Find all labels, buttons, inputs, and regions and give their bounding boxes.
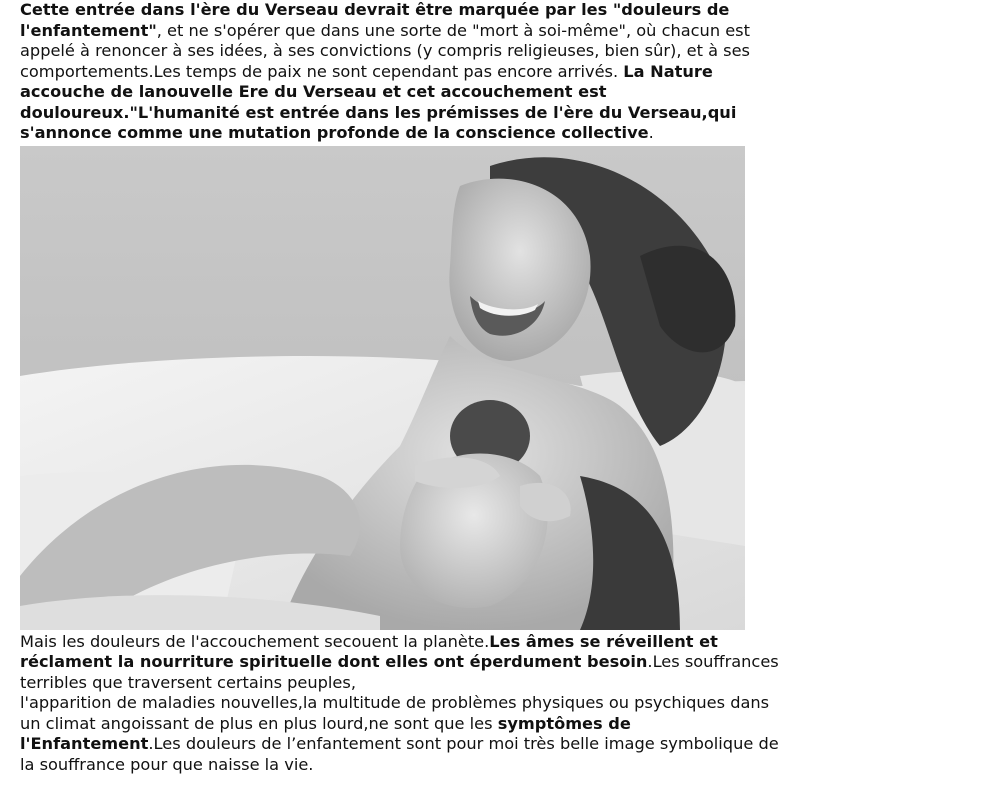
intro-bold-1: Cette entrée dans l'ère du Verseau devrait être marquée par les "douleurs de l'enfantement" <box>20 0 730 40</box>
closing-text-4: .Les douleurs de l’enfantement sont pour moi très belle image symbolique de la souffrance pour que naisse la vie. <box>20 734 779 774</box>
closing-text-3: l'apparition de maladies nouvelles,la multitude de problèmes physiques ou psychiques dans un climat angoissant de plus en plus lourd,ne sont que les <box>20 693 770 733</box>
article-body <box>20 0 790 775</box>
intro-bold-2: La Nature accouche de lanouvelle Ere du Verseau et cet accouchement est douloureux."L'humanité est entrée dans les prémisses de l'ère du Verseau,qui s'annonce comme une mutation profonde de la conscience collective <box>20 61 737 142</box>
intro-text-1: , et ne s'opérer que dans une sorte de "mort à soi-même", où chacun est appelé à renoncer à ses idées, à ses convictions (y compris religieuses, bien sûr), et à ses comportements.Les temps de paix ne sont cependant pas encore arrivés. <box>20 20 750 81</box>
closing-text-2: .Les souffrances terribles que traversent certains peuples, <box>20 652 779 692</box>
mother-newborn-photo <box>20 146 745 630</box>
closing-text-1: Mais les douleurs de l'accouchement secouent la planète. <box>20 631 490 651</box>
intro-paragraph <box>20 0 790 144</box>
closing-paragraph <box>20 632 790 776</box>
closing-bold-1: Les âmes se réveillent et réclament la nourriture spirituelle dont elles ont éperdument besoin <box>20 631 718 671</box>
closing-bold-2: symptômes de l'Enfantement <box>20 713 631 753</box>
intro-text-2: . <box>648 123 654 142</box>
